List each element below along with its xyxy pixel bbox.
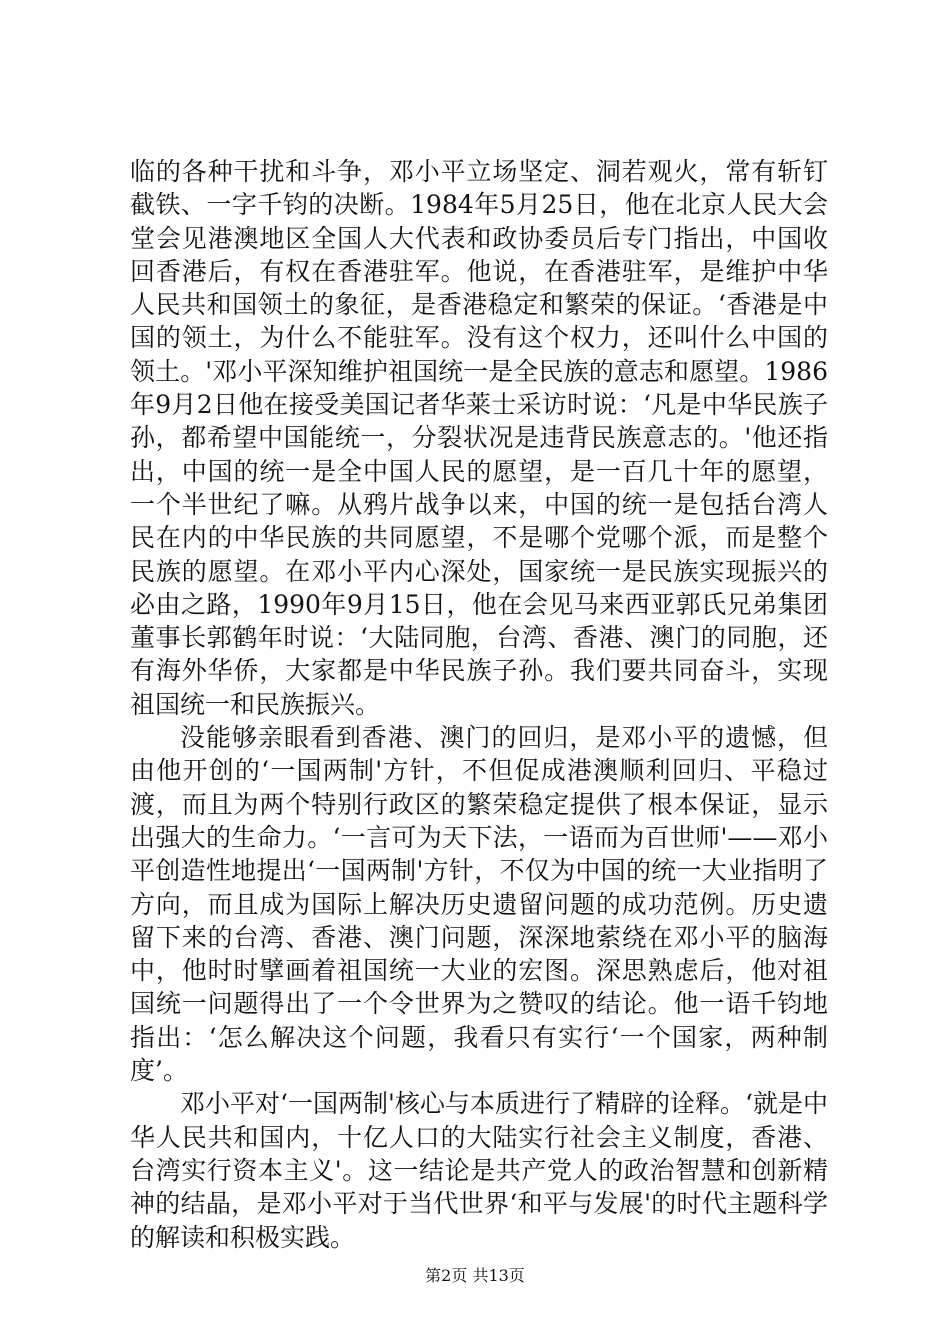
page-footer: 第2页 共13页 xyxy=(425,1266,525,1285)
paragraph-3: 邓小平对‘一国两制'核心与本质进行了精辟的诠释。‘就是中华人民共和国内，十亿人口的大陆实行社会主义制度，香港、台湾实行资本主义'。这一结论是共产党人的政治智慧和创新精神的结晶，是邓小平对于当代世界‘和平与发展'的时代主题科学的解读和积极实践。 xyxy=(130,1089,828,1252)
body-text xyxy=(130,155,828,1254)
paragraph-1: 临的各种干扰和斗争，邓小平立场坚定、洞若观火，常有斩钉截铁、一字千钧的决断。1984年5月25日，他在北京人民大会堂会见港澳地区全国人大代表和政协委员后专门指出，中国收回香港后，有权在香港驻军。他说，在香港驻军，是维护中华人民共和国领土的象征，是香港稳定和繁荣的保证。‘香港是中国的领土，为什么不能驻军。没有这个权力，还叫什么中国的领土。'邓小平深知维护祖国统一是全民族的意志和愿望。1986年9月2日他在接受美国记者华莱士采访时说：‘凡是中华民族子孙，都希望中国能统一，分裂状况是违背民族意志的。'他还指出，中国的统一是全中国人民的愿望，是一百几十年的愿望，一个半世纪了嘛。从鸦片战争以来，中国的统一是包括台湾人民在内的中华民族的共同愿望，不是哪个党哪个派，而是整个民族的愿望。在邓小平内心深处，国家统一是民族实现振兴的必由之路，1990年9月15日，他在会见马来西亚郭氏兄弟集团董事长郭鹤年时说：‘大陆同胞，台湾、香港、澳门的同胞，还有海外华侨，大家都是中华民族子孙。我们要共同奋斗，实现祖国统一和民族振兴。 xyxy=(130,157,828,719)
paragraph-2: 没能够亲眼看到香港、澳门的回归，是邓小平的遗憾，但由他开创的‘一国两制'方针，不但促成港澳顺利回归、平稳过渡，而且为两个特别行政区的繁荣稳定提供了根本保证，显示出强大的生命力。‘一言可为天下法，一语而为百世师'——邓小平创造性地提出‘一国两制'方针，不仅为中国的统一大业指明了方向，而且成为国际上解决历史遗留问题的成功范例。历史遗留下来的台湾、香港、澳门问题，深深地萦绕在邓小平的脑海中，他时时擘画着祖国统一大业的宏图。深思熟虑后，他对祖国统一问题得出了一个令世界为之赞叹的结论。他一语千钧地指出：‘怎么解决这个问题，我看只有实行‘一个国家，两种制度’。 xyxy=(130,723,828,1086)
